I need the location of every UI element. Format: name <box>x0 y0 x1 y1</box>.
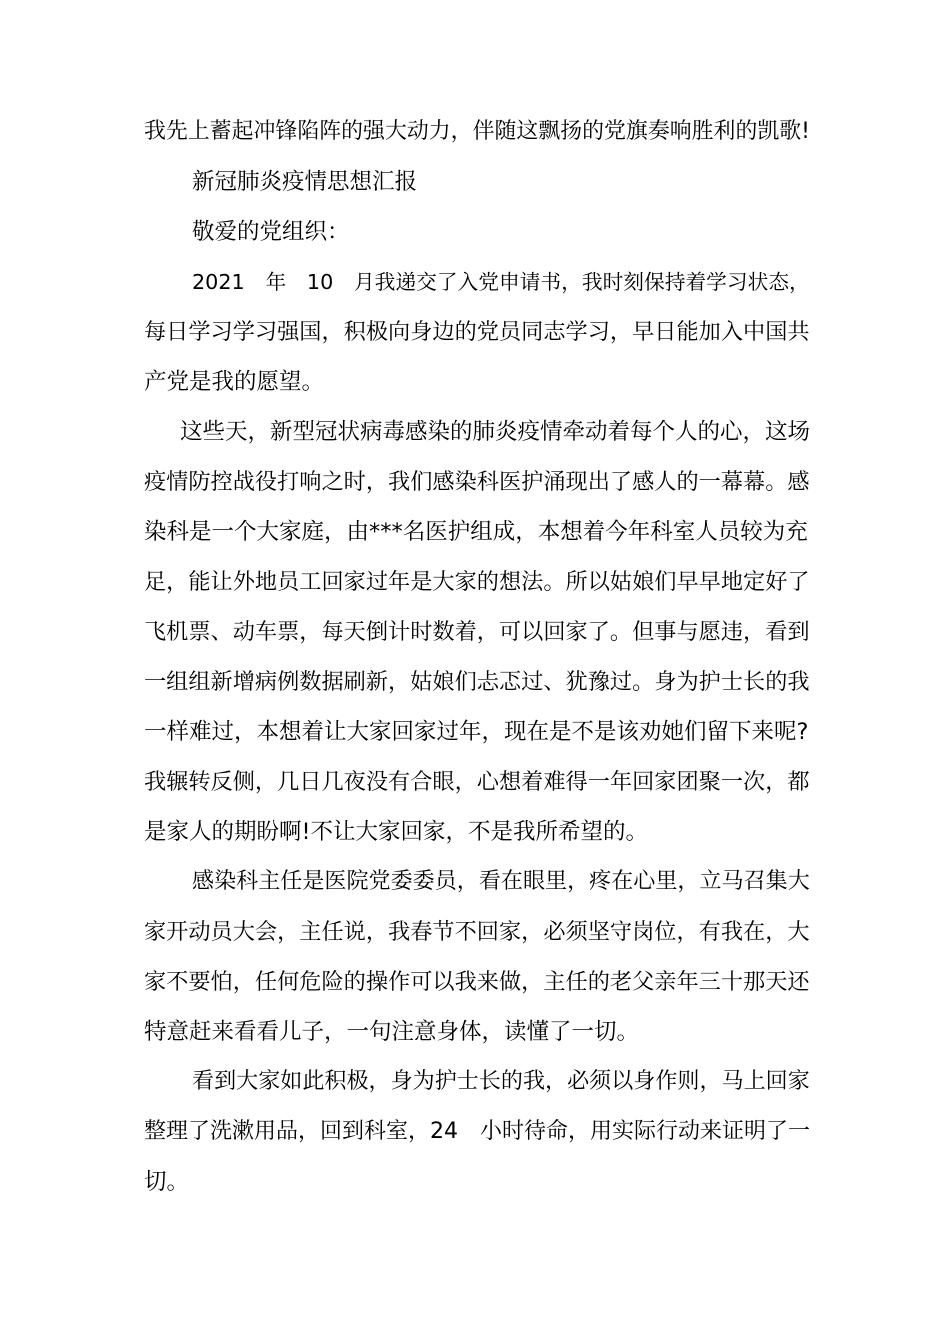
paragraph-3-line-3: 家不要怕，任何危险的操作可以我来做，主任的老父亲年三十那天还 <box>144 969 810 995</box>
paragraph-2-line-7: 一样难过，本想着让大家回家过年，现在是不是该劝她们留下来呢? <box>144 719 809 745</box>
paragraph-1-line-1: 2021 年 10 月我递交了入党申请书，我时刻保持着学习状态， <box>192 270 810 294</box>
paragraph-2-line-6: 一组组新增病例数据刷新，姑娘们忐忑过、犹豫过。身为护士长的我 <box>144 669 810 695</box>
paragraph-4-line-3: 切。 <box>144 1169 190 1195</box>
paragraph-3-line-1: 感染科主任是医院党委委员，看在眼里，疼在心里，立马召集大 <box>192 869 810 894</box>
paragraph-1-line-2: 每日学习学习强国，积极向身边的党员同志学习，早日能加入中国共 <box>144 319 810 345</box>
paragraph-3-line-2: 家开动员大会，主任说，我春节不回家，必须坚守岗位，有我在，大 <box>144 919 810 945</box>
paragraph-2-line-5: 飞机票、动车票，每天倒计时数着，可以回家了。但事与愿违，看到 <box>144 619 810 645</box>
paragraph-2-line-4: 足，能让外地员工回家过年是大家的想法。所以姑娘们早早地定好了 <box>144 569 810 595</box>
paragraph-2-line-2: 疫情防控战役打响之时，我们感染科医护涌现出了感人的一幕幕。感 <box>144 469 810 495</box>
paragraph-2-line-9: 是家人的期盼啊!不让大家回家，不是我所希望的。 <box>144 819 649 845</box>
paragraph-4-line-1: 看到大家如此积极，身为护士长的我，必须以身作则，马上回家 <box>192 1069 810 1094</box>
intro-line: 我先上蓄起冲锋陷阵的强大动力，伴随这飘扬的党旗奏响胜利的凯歌! <box>144 119 810 144</box>
paragraph-4-line-2: 整理了洗漱用品，回到科室，24 小时待命，用实际行动来证明了一 <box>144 1119 810 1144</box>
paragraph-2-line-1: 这些天，新型冠状病毒感染的肺炎疫情牵动着每个人的心，这场 <box>180 419 811 445</box>
salutation: 敬爱的党组织： <box>192 219 350 245</box>
paragraph-2-line-3: 染科是一个大家庭，由***名医护组成，本想着今年科室人员较为充 <box>144 519 808 545</box>
paragraph-3-line-4: 特意赶来看看儿子，一句注意身体，读懂了一切。 <box>144 1019 640 1045</box>
paragraph-2-line-8: 我辗转反侧，几日几夜没有合眼，心想着难得一年回家团聚一次，都 <box>144 769 810 795</box>
document-title: 新冠肺炎疫情思想汇报 <box>192 169 418 195</box>
paragraph-1-line-3: 产党是我的愿望。 <box>144 369 325 395</box>
